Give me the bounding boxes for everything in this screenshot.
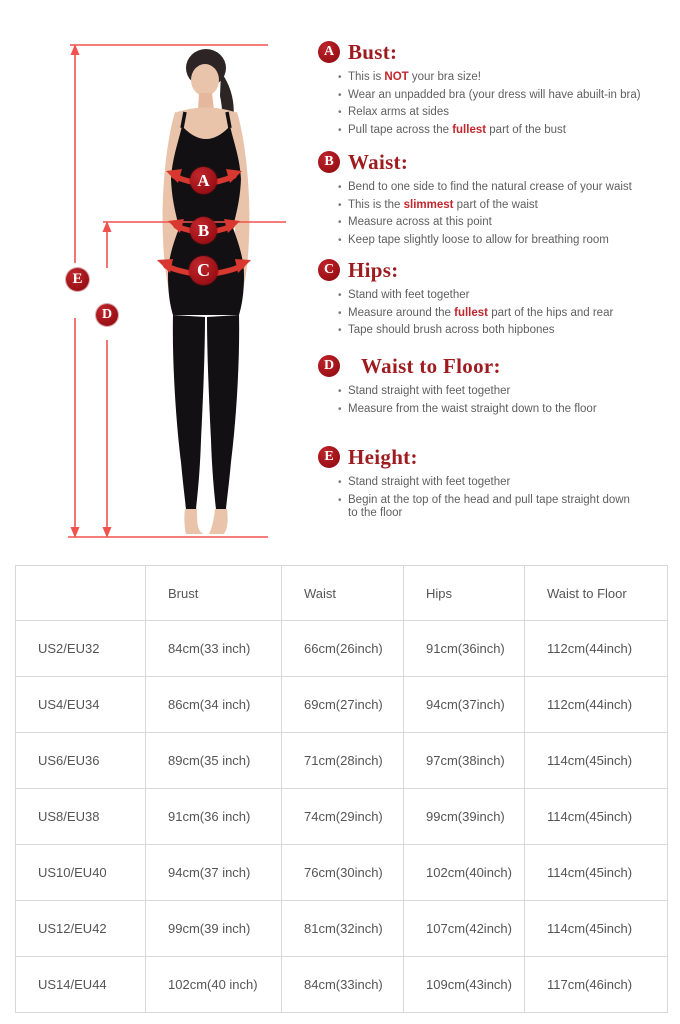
size-cell: 94cm(37inch) [404,677,525,733]
size-cell: 81cm(32inch) [282,901,404,957]
highlight-text: slimmest [403,198,454,211]
highlight-text: fullest [452,123,487,136]
marker-letter: B [197,220,210,240]
size-cell: 84cm(33inch) [282,957,404,1013]
column-header [16,566,146,621]
section-waist [318,150,678,251]
size-cell: 91cm(36inch) [404,621,525,677]
table-header-row [16,566,668,621]
marker-letter: C [197,260,210,280]
waist-badge [318,151,340,173]
size-cell: 102cm(40inch) [404,845,525,901]
size-cell: 112cm(44inch) [525,677,668,733]
size-cell: 117cm(46inch) [525,957,668,1013]
section-header [318,258,678,282]
bullet-text: part of the hips and rear [488,306,614,319]
column-header: Hips [404,566,525,621]
column-header: Brust [146,566,282,621]
height-badge [318,446,340,468]
table-row [16,901,668,957]
bullet-text: Tape should brush across both hipbones [348,324,555,336]
bullet-text: to the floor [348,507,403,519]
section-header [318,40,678,64]
bullet-text: Measure across at this point [348,216,492,228]
bullet-text: Stand straight with feet together [348,476,511,488]
size-cell: 107cm(42inch) [404,901,525,957]
instruction-bullet [338,289,678,303]
bullet-text: Pull tape across the [348,123,453,136]
size-label-cell: US4/EU34 [16,677,146,733]
size-cell: 114cm(45inch) [525,901,668,957]
instruction-bullet [338,89,678,103]
section-title: Waist: [348,149,409,174]
instruction-list [318,476,678,521]
size-cell: 76cm(30inch) [282,845,404,901]
measurement-diagram [0,0,320,560]
hips-badge [318,259,340,281]
size-cell: 112cm(44inch) [525,621,668,677]
table-row [16,789,668,845]
body-measurement-figure [0,0,320,560]
instruction-bullet [338,307,678,321]
instruction-bullet [338,71,678,85]
instruction-bullet [338,106,678,120]
size-cell: 114cm(45inch) [525,845,668,901]
size-cell: 66cm(26inch) [282,621,404,677]
size-label-cell: US6/EU36 [16,733,146,789]
bullet-text: Begin at the top of the head and pull tape straight down [348,493,630,506]
instruction-bullet [338,403,678,417]
bullet-text: This is [348,71,385,83]
instructions [318,0,678,560]
highlight-text: NOT [384,71,409,83]
height-marker-label [66,268,89,291]
size-cell: 99cm(39inch) [404,789,525,845]
size-cell: 89cm(35 inch) [146,733,282,789]
section-title: Height: [348,444,418,469]
bullet-text: Measure around the [348,306,455,319]
size-cell: 74cm(29inch) [282,789,404,845]
waist-to-floor-measure-line [103,221,112,538]
badge-letter: A [323,44,335,59]
woman-silhouette [163,49,250,534]
hips-marker-label [189,256,218,285]
instruction-bullet [338,181,678,195]
table-head [16,566,668,621]
bust-marker-label [190,167,217,194]
size-label-cell: US14/EU44 [16,957,146,1013]
size-cell: 114cm(45inch) [525,789,668,845]
bullet-text: Measure from the waist straight down to the floor [348,402,597,415]
size-cell: 71cm(28inch) [282,733,404,789]
instruction-bullet [338,324,678,338]
size-cell: 97cm(38inch) [404,733,525,789]
instruction-bullet [338,199,678,213]
badge-letter: C [323,262,335,277]
size-label-cell: US2/EU32 [16,621,146,677]
size-cell: 86cm(34 inch) [146,677,282,733]
size-cell: 91cm(36 inch) [146,789,282,845]
instruction-list [318,71,678,137]
section-header [318,354,678,378]
highlight-text: fullest [454,306,488,319]
section-hips [318,258,678,342]
size-cell: 99cm(39 inch) [146,901,282,957]
marker-letter: E [72,271,83,287]
section-title: Hips: [348,257,399,282]
bullet-text: This is the [348,198,404,211]
size-table [15,565,668,1013]
size-label-cell: US12/EU42 [16,901,146,957]
bullet-text: part of the waist [453,198,538,211]
instruction-bullet [338,385,678,399]
instruction-bullet [338,476,678,490]
section-title: Waist to Floor: [361,353,501,378]
marker-letter: D [101,307,113,322]
size-label-cell: US8/EU38 [16,789,146,845]
marker-letter: A [197,170,210,190]
instruction-bullet [338,124,678,138]
bullet-text: Wear an unpadded bra (your dress will have abuilt-in bra) [348,88,641,101]
table-row [16,733,668,789]
waist-to-floor-badge [318,355,340,377]
height-measure-line [71,44,83,538]
bullet-text: Keep tape slightly loose to allow for breathing room [348,233,609,246]
size-cell: 69cm(27inch) [282,677,404,733]
size-cell: 114cm(45inch) [525,733,668,789]
section-height [318,445,678,525]
bullet-text: Stand with feet together [348,289,470,301]
table-row [16,957,668,1013]
bust-badge [318,41,340,63]
waist-to-floor-marker-label [96,304,118,326]
table-row [16,621,668,677]
instruction-list [318,385,678,416]
section-title: Bust: [348,39,398,64]
badge-letter: D [323,358,335,373]
size-cell: 109cm(43inch) [404,957,525,1013]
column-header: Waist to Floor [525,566,668,621]
section-header [318,150,678,174]
column-header: Waist [282,566,404,621]
bullet-text: Bend to one side to find the natural crease of your waist [348,181,632,193]
section-header [318,445,678,469]
instruction-bullet [338,216,678,230]
waist-marker-label [190,217,217,244]
table-row [16,677,668,733]
badge-letter: B [324,154,334,169]
instruction-list [318,289,678,338]
size-label-cell: US10/EU40 [16,845,146,901]
size-cell: 94cm(37 inch) [146,845,282,901]
badge-letter: E [324,449,334,464]
bullet-text: Relax arms at sides [348,106,449,118]
size-cell: 84cm(33 inch) [146,621,282,677]
section-bust [318,40,678,141]
table-body [16,621,668,1013]
table-row [16,845,668,901]
instruction-bullet [338,234,678,248]
bullet-text: Stand straight with feet together [348,385,511,397]
instruction-bullet [338,494,678,521]
size-cell: 102cm(40 inch) [146,957,282,1013]
instruction-list [318,181,678,247]
bullet-text: your bra size! [408,71,481,83]
bullet-text: part of the bust [486,123,566,136]
section-waist-to-floor [318,354,678,420]
